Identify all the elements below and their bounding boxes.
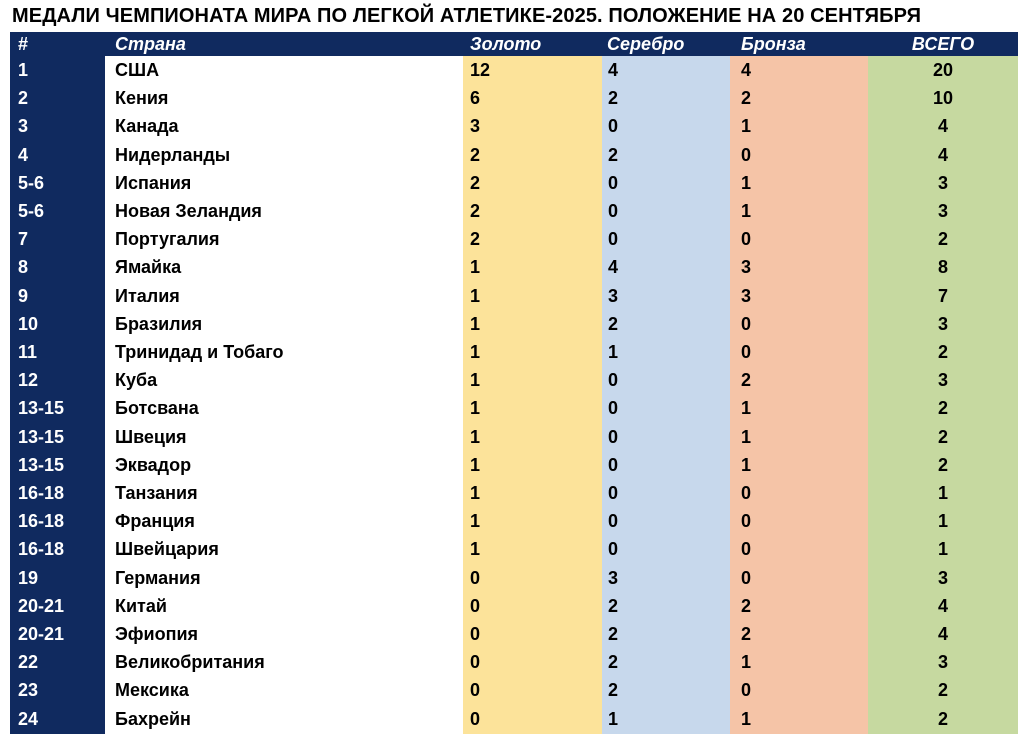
cell-country: Ботсвана — [115, 398, 199, 419]
header-gold: Золото — [470, 34, 542, 54]
cell-total: 3 — [937, 370, 948, 391]
cell-silver: 0 — [608, 229, 619, 250]
cell-gold: 1 — [470, 398, 481, 419]
cell-silver: 0 — [608, 201, 619, 221]
table-row — [10, 592, 1018, 620]
cell-country: Нидерланды — [115, 144, 231, 165]
cell-country: США — [115, 60, 160, 80]
cell-bronze: 0 — [741, 511, 752, 532]
cell-country: Германия — [115, 567, 201, 588]
cell-silver: 0 — [608, 511, 619, 532]
cell-country: Танзания — [115, 483, 198, 503]
cell-gold: 1 — [470, 342, 481, 362]
cell-total: 3 — [937, 172, 948, 193]
table-row — [10, 225, 1018, 253]
header-total: ВСЕГО — [911, 34, 975, 54]
cell-gold: 0 — [470, 595, 481, 616]
cell-bronze: 0 — [741, 313, 752, 334]
cell-rank: 24 — [18, 708, 39, 729]
table-row — [10, 676, 1018, 704]
table-row — [10, 84, 1018, 112]
cell-bronze: 1 — [741, 116, 752, 137]
table-row — [10, 507, 1018, 535]
cell-gold: 2 — [470, 172, 481, 193]
cell-rank: 16-18 — [18, 539, 65, 560]
table-row — [10, 394, 1018, 422]
cell-rank: 13-15 — [18, 398, 65, 419]
cell-country: Ямайка — [115, 257, 182, 278]
cell-rank: 13-15 — [18, 454, 65, 475]
cell-gold: 1 — [470, 370, 481, 391]
cell-total: 4 — [937, 144, 948, 165]
cell-total: 7 — [937, 285, 948, 306]
table-row — [10, 451, 1018, 479]
cell-silver: 0 — [608, 172, 619, 193]
cell-bronze: 1 — [741, 708, 752, 729]
cell-country: Испания — [115, 172, 192, 193]
cell-rank: 13-15 — [18, 426, 65, 447]
cell-bronze: 0 — [741, 144, 752, 165]
cell-total: 20 — [932, 60, 954, 80]
cell-silver: 1 — [608, 342, 619, 362]
cell-gold: 2 — [470, 144, 481, 165]
cell-bronze: 0 — [741, 342, 752, 362]
cell-total: 1 — [937, 539, 948, 560]
cell-rank: 8 — [18, 257, 29, 278]
cell-silver: 0 — [608, 370, 619, 391]
cell-total: 1 — [937, 483, 948, 503]
cell-gold: 1 — [470, 285, 481, 306]
cell-total: 2 — [937, 680, 948, 701]
cell-country: Бразилия — [115, 313, 203, 334]
table-row — [10, 705, 1018, 733]
cell-silver: 2 — [608, 595, 619, 616]
cell-total: 4 — [937, 116, 948, 137]
cell-silver: 4 — [608, 60, 619, 80]
cell-bronze: 3 — [741, 285, 752, 306]
cell-rank: 20-21 — [18, 595, 65, 616]
cell-bronze: 2 — [741, 370, 752, 391]
cell-country: Португалия — [115, 229, 220, 250]
cell-total: 10 — [932, 88, 954, 109]
cell-total: 3 — [937, 313, 948, 334]
cell-country: Франция — [115, 511, 195, 532]
cell-country: Мексика — [115, 680, 189, 701]
cell-gold: 0 — [470, 624, 481, 644]
cell-silver: 2 — [608, 624, 619, 644]
header-rank: # — [18, 34, 29, 54]
cell-rank: 12 — [18, 370, 39, 391]
cell-bronze: 0 — [741, 539, 752, 560]
cell-rank: 5-6 — [18, 172, 45, 193]
cell-silver: 3 — [608, 567, 619, 588]
cell-gold: 1 — [470, 257, 481, 278]
medal-table — [10, 32, 1018, 734]
cell-bronze: 1 — [741, 201, 752, 221]
table-row — [10, 620, 1018, 648]
cell-rank: 16-18 — [18, 483, 65, 503]
cell-country: Великобритания — [115, 652, 265, 673]
cell-total: 1 — [937, 511, 948, 532]
cell-silver: 2 — [608, 680, 619, 701]
cell-rank: 19 — [18, 567, 39, 588]
cell-bronze: 3 — [741, 257, 752, 278]
cell-country: Италия — [115, 285, 180, 306]
header-country: Страна — [115, 34, 186, 54]
cell-silver: 0 — [608, 116, 619, 137]
cell-country: Кения — [115, 88, 169, 109]
cell-country: Бахрейн — [115, 708, 191, 729]
table-header-row — [10, 32, 1018, 56]
cell-bronze: 0 — [741, 483, 752, 503]
cell-gold: 2 — [470, 229, 481, 250]
cell-bronze: 1 — [741, 426, 752, 447]
table-row — [10, 535, 1018, 563]
cell-country: Канада — [115, 116, 179, 137]
cell-rank: 7 — [18, 229, 29, 250]
cell-gold: 3 — [470, 116, 481, 137]
cell-rank: 20-21 — [18, 624, 65, 644]
cell-rank: 23 — [18, 680, 39, 701]
cell-silver: 2 — [608, 652, 619, 673]
cell-gold: 0 — [470, 567, 481, 588]
cell-gold: 12 — [470, 60, 491, 80]
cell-silver: 0 — [608, 454, 619, 475]
cell-gold: 1 — [470, 426, 481, 447]
cell-rank: 9 — [18, 285, 29, 306]
cell-total: 2 — [937, 454, 948, 475]
cell-rank: 22 — [18, 652, 39, 673]
cell-country: Швеция — [115, 426, 187, 447]
cell-silver: 1 — [608, 708, 619, 729]
cell-country: Новая Зеландия — [115, 201, 262, 221]
cell-gold: 1 — [470, 313, 481, 334]
cell-bronze: 1 — [741, 172, 752, 193]
table-row — [10, 112, 1018, 140]
cell-total: 2 — [937, 342, 948, 362]
cell-total: 3 — [937, 201, 948, 221]
cell-bronze: 0 — [741, 567, 752, 588]
cell-gold: 1 — [470, 454, 481, 475]
cell-rank: 2 — [18, 88, 29, 109]
cell-bronze: 0 — [741, 680, 752, 701]
table-row — [10, 197, 1018, 225]
page-title: МЕДАЛИ ЧЕМПИОНАТА МИРА ПО ЛЕГКОЙ АТЛЕТИКЕ-2025. ПОЛОЖЕНИЕ НА 20 СЕНТЯБРЯ — [12, 5, 922, 27]
cell-rank: 11 — [18, 342, 38, 362]
cell-total: 3 — [937, 652, 948, 673]
header-silver: Серебро — [607, 34, 685, 54]
cell-gold: 0 — [470, 708, 481, 729]
cell-country: Эфиопия — [115, 624, 199, 644]
cell-bronze: 0 — [741, 229, 752, 250]
table-row — [10, 310, 1018, 338]
cell-silver: 3 — [608, 285, 619, 306]
cell-bronze: 1 — [741, 454, 752, 475]
cell-rank: 5-6 — [18, 201, 45, 221]
cell-country: Тринидад и Тобаго — [115, 342, 284, 362]
cell-bronze: 2 — [741, 624, 752, 644]
cell-rank: 3 — [18, 116, 29, 137]
cell-total: 2 — [937, 229, 948, 250]
cell-rank: 10 — [18, 313, 39, 334]
cell-silver: 0 — [608, 426, 619, 447]
cell-silver: 2 — [608, 88, 619, 109]
table-row — [10, 169, 1018, 197]
table-row — [10, 282, 1018, 310]
cell-country: Эквадор — [115, 454, 192, 475]
cell-rank: 16-18 — [18, 511, 65, 532]
cell-country: Швейцария — [115, 539, 219, 560]
cell-silver: 2 — [608, 313, 619, 334]
cell-total: 4 — [937, 595, 948, 616]
cell-total: 2 — [937, 398, 948, 419]
table-row — [10, 366, 1018, 394]
cell-gold: 1 — [470, 511, 481, 532]
cell-silver: 0 — [608, 539, 619, 560]
table-row — [10, 338, 1018, 366]
cell-total: 3 — [937, 567, 948, 588]
cell-bronze: 4 — [741, 60, 752, 80]
table-row — [10, 253, 1018, 281]
table-row — [10, 479, 1018, 507]
table-row — [10, 56, 1018, 84]
cell-bronze: 1 — [741, 652, 752, 673]
header-bronze: Бронза — [741, 34, 806, 54]
table-row — [10, 141, 1018, 169]
cell-country: Китай — [115, 595, 167, 616]
cell-silver: 2 — [608, 144, 619, 165]
cell-gold: 0 — [470, 680, 481, 701]
table-row — [10, 564, 1018, 592]
cell-silver: 0 — [608, 483, 619, 503]
cell-gold: 1 — [470, 483, 481, 503]
cell-gold: 1 — [470, 539, 481, 560]
cell-bronze: 1 — [741, 398, 752, 419]
cell-country: Куба — [115, 370, 158, 391]
table-row — [10, 423, 1018, 451]
cell-bronze: 2 — [741, 595, 752, 616]
cell-rank: 1 — [18, 60, 29, 80]
cell-silver: 4 — [608, 257, 619, 278]
cell-total: 2 — [937, 426, 948, 447]
cell-total: 2 — [937, 708, 948, 729]
cell-gold: 2 — [470, 201, 481, 221]
cell-silver: 0 — [608, 398, 619, 419]
cell-bronze: 2 — [741, 88, 752, 109]
cell-total: 8 — [937, 257, 948, 278]
table-row — [10, 648, 1018, 676]
cell-total: 4 — [937, 624, 948, 644]
cell-gold: 6 — [470, 88, 481, 109]
cell-rank: 4 — [18, 144, 29, 165]
cell-gold: 0 — [470, 652, 481, 673]
